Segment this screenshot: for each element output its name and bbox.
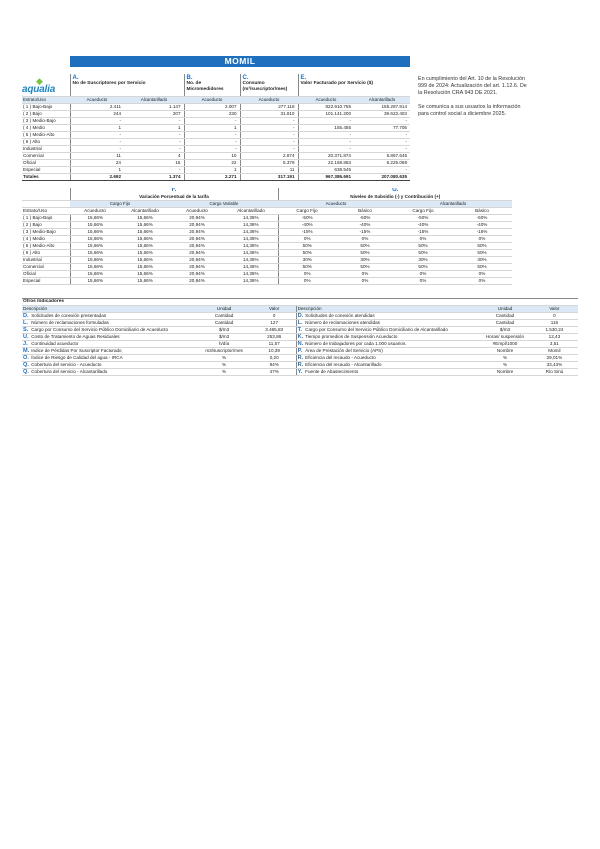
table-cell: 14,36% [224,243,278,250]
indicator-letter: Q. [23,362,29,368]
table-cell: Momil [531,348,578,355]
table-cell: Número de trabajadores por cada 1.000 usuarios. [304,341,479,348]
table-cell: 20,94% [170,257,224,264]
table-cell: 15,66% [120,257,170,264]
row-label: Especial [22,167,70,174]
table-row [22,250,512,257]
table-cell: 0% [278,278,336,285]
table-cell: - [240,139,298,146]
table-cell: 20,94% [170,222,224,229]
table-cell: - [354,132,410,139]
table-cell: 277.118 [240,104,298,111]
header-e: E. Valor Facturado por Servicio ($) [298,74,410,97]
table-cell: - [70,118,124,125]
table-cell: Continuidad acueducto [30,341,195,348]
indicator-letter: K. [297,334,304,340]
table-cell: 14,36% [224,257,278,264]
table-cell: 14,36% [224,278,278,285]
header-a: A. No de Suscriptores por Servicio [70,74,184,97]
table-cell: 101.141.200 [298,111,354,118]
table-cell: 15,66% [120,271,170,278]
table-cell: 0,20 [253,355,296,362]
table-cell: 50% [278,264,336,271]
table-cell: 0 [531,313,578,320]
table-cell: - [240,132,298,139]
table-row [22,369,578,376]
table-cell: 4 [124,153,184,160]
table-cell: 15,66% [120,222,170,229]
table-cell: 30% [452,257,512,264]
table-cell: $/m3 [195,334,252,341]
indicator-letter: L. [297,320,303,326]
table-cell: 127 [253,320,296,327]
table-row [22,139,410,146]
indicator-letter: U. [23,334,29,340]
table-cell: 0% [336,271,394,278]
table-cell: % [195,355,252,362]
table1-subheader-row: Estrato/Uso Acueducto Alcantarillado Acueducto Acueducto Acueducto Alcantarillado [22,97,410,104]
table-cell: 253,86 [253,334,296,341]
table-cell: 2.874 [240,153,298,160]
table-cell: Solicitudes de conexión presentadas [30,313,195,320]
table-cell: 15,66% [70,236,120,243]
indicator-letter: R. [297,355,304,361]
table-cell: 0% [336,278,394,285]
table-cell: 20.371.874 [298,153,354,160]
table-cell: 2.007 [184,104,240,111]
table-row [22,167,410,174]
table-cell: 11 [240,167,298,174]
table-row [22,215,512,222]
table-cell: 15,66% [70,257,120,264]
indicator-letter: D. [23,313,29,319]
table-row [22,313,578,320]
row-label: Industrial [22,146,70,153]
indicator-letter: J. [22,341,30,348]
table-cell: 14,36% [224,271,278,278]
table-cell: 31.810 [240,111,298,118]
table-cell: 2.411 [70,104,124,111]
table-cell: Cantidad [479,320,531,327]
side-note-p1: En cumplimiento del Art. 10 de la Resolución 999 de 2024: Actualización del art. 1.12.6. De la Resolución CRA 943 DE 2021. [418,76,527,97]
table-cell: 0% [278,271,336,278]
table-cell: Cobertura del servicio - Alcantarillado [30,369,195,376]
table-cell: - [298,139,354,146]
table-cell: 1 [124,125,184,132]
table-cell: - [240,118,298,125]
row-label: Comercial [22,153,70,160]
table-row [22,362,578,369]
table-cell: 11 [70,153,124,160]
table-cell: 15,66% [120,243,170,250]
other-indicators-table [22,298,578,376]
table-cell: -15% [452,229,512,236]
table-cell: -40% [452,222,512,229]
table-cell: -40% [394,222,452,229]
table-cell: 0% [452,236,512,243]
table-cell: 155.455 [298,125,354,132]
table-cell: 15,66% [120,236,170,243]
table-cell: 0 [253,313,296,320]
row-label: ( 5 ) Medio-Alto [22,132,70,139]
table-cell: 30% [336,257,394,264]
table-cell: 50% [336,243,394,250]
row-label: Oficial [22,271,70,278]
table-cell: 15,66% [120,229,170,236]
row-label: Industrial [22,257,70,264]
row-label: ( 6 ) Alto [22,250,70,257]
table-cell: m3/suscriptor/mes [195,348,252,355]
table-cell: -50% [278,215,336,222]
table-cell: 50% [452,243,512,250]
table-cell: 6.225.068 [354,160,410,167]
table-cell: 14,36% [224,236,278,243]
row-label: ( 1 ) Bajo-Bajo [22,215,70,222]
table-cell: Número de reclamaciones formuladas [30,320,195,327]
row-label: Oficial [22,160,70,167]
row-label: ( 2 ) Bajo [22,222,70,229]
row-label: ( 3 ) Medio-Bajo [22,229,70,236]
table-cell: 50% [336,264,394,271]
table-cell: 1.530,24 [531,327,578,334]
indicator-letter: N. [297,341,304,347]
table-cell: 15,66% [120,250,170,257]
table-cell: -50% [452,215,512,222]
table-cell: % [195,369,252,376]
indicator-letter: T. [296,327,304,334]
table-cell: % [479,362,531,369]
indicator-letter: Q. [23,369,29,375]
table-cell: 116 [531,320,578,327]
table-cell: $/m3 [479,327,531,334]
table-cell: 22.168.863 [298,160,354,167]
table-row [22,153,410,160]
table-cell: 15,66% [70,229,120,236]
table-cell: Costo de Tratamiento de Aguas Residuales [30,334,195,341]
table-cell: Cantidad [479,313,531,320]
table-cell: 15,66% [120,264,170,271]
indicator-letter: L. [22,320,30,327]
table-row [22,348,578,355]
table-row [22,125,410,132]
table-row [22,111,410,118]
table-cell: 3,51 [531,341,578,348]
table2-group-row: Cargo Fijo Cargo Variable Acueducto Alcantarillado [22,201,512,208]
table-cell: 33,43% [531,362,578,369]
table-row [22,132,410,139]
table-cell: 15,66% [120,278,170,285]
table-cell: 15,66% [70,222,120,229]
table-cell: 1 [70,167,124,174]
table-cell: - [298,132,354,139]
table-cell: Área de Prestación del Servicio (APS) [304,348,479,355]
table-row [22,104,410,111]
table3-col-headers: Descripción Unidad Valor Descripción Unidad Valor [22,306,578,313]
table-cell: -50% [394,215,452,222]
indicator-letter: R. [297,362,304,368]
table-cell: -15% [394,229,452,236]
table-cell: 15,66% [70,278,120,285]
table-row [22,222,512,229]
table-cell: - [184,118,240,125]
table-cell: 50% [452,264,512,271]
table2-header-row [22,188,512,201]
table-cell: 207 [124,111,184,118]
table-cell: 14,36% [224,229,278,236]
table-cell: 24 [70,160,124,167]
table-cell: 1 [184,167,240,174]
table-cell: Horas/ suspensión [479,334,531,341]
row-label: Comercial [22,264,70,271]
table-cell: - [124,167,184,174]
table2-subheader-row: Estrato/Uso Acueducto Alcantarillado Acueducto Alcantarillado Cargo Fijo Básico Cargo Fijo Básico [22,208,512,215]
table1-header-row [22,74,410,97]
table-cell: 1 [184,125,240,132]
table-cell: - [354,146,410,153]
table-cell: - [124,146,184,153]
table-cell: 20,94% [170,229,224,236]
table-cell: 244 [70,111,124,118]
indicator-letter: O. [23,355,29,361]
table-row [22,146,410,153]
table-cell: 50% [394,250,452,257]
table-cell: 0% [452,271,512,278]
table-cell: 0% [452,278,512,285]
table-cell: Eficiencia del recaudo - Acueducto [304,355,479,362]
table-cell: - [124,139,184,146]
table-cell: 50% [278,250,336,257]
table-row [22,236,512,243]
table-cell: - [354,139,410,146]
table-cell: - [240,146,298,153]
table-cell: 0% [336,236,394,243]
table-cell: 20,94% [170,236,224,243]
header-g: G. Niveles de Subsidio (-) y Contribución (+) [278,188,512,201]
table-cell: 14,36% [224,222,278,229]
table-cell: Nombre [479,369,531,376]
table-cell: 10,39 [253,348,296,355]
table-cell: 11,57 [253,341,296,348]
table-cell: 47% [253,369,296,376]
table-cell: 230 [184,111,240,118]
table-cell: - [184,146,240,153]
table-cell: - [354,167,410,174]
table-row [22,341,578,348]
header-c: C. Consumo (m³/suscriptor/mes) [240,74,298,97]
table-cell: - [70,146,124,153]
table-cell: 20,94% [170,215,224,222]
table-cell: 14,36% [224,215,278,222]
table-cell: Tiempo promedios de Suspensión Acueducto [304,334,479,341]
table-row [22,229,512,236]
table-cell: - [298,118,354,125]
indicator-letter: P. [296,348,304,355]
table-cell: 50% [278,243,336,250]
table-row [22,278,512,285]
table-cell: - [240,125,298,132]
table-cell: -50% [336,215,394,222]
table-cell: 15,66% [120,215,170,222]
table-cell: 15,66% [70,250,120,257]
table-cell: Indice de Pérdidas Por Suscriptor Facturado [30,348,195,355]
row-label: ( 3 ) Medio-Bajo [22,118,70,125]
table-cell: 20,94% [170,278,224,285]
table-cell: 12,43 [531,334,578,341]
table-row [22,355,578,362]
table-cell: 14,36% [224,264,278,271]
water-drop-icon: ◆ [36,76,43,86]
table-cell: 94% [253,362,296,369]
subscribers-table [22,74,410,181]
table-cell: 15,66% [70,243,120,250]
table-cell: 155.287.814 [354,104,410,111]
table-cell: 50% [336,250,394,257]
table-cell: h/día [195,341,252,348]
table-cell: -15% [278,229,336,236]
table-row [22,160,410,167]
table-cell: - [184,139,240,146]
table-cell: - [298,146,354,153]
table-row [22,257,512,264]
indicator-letter: S. [23,327,29,333]
table-cell: 29,01% [531,355,578,362]
table-cell: 0% [394,271,452,278]
table-cell: -40% [336,222,394,229]
table-row [22,243,512,250]
table-cell: Cantidad [195,320,252,327]
row-label: ( 1 ) Bajo-Bajo [22,104,70,111]
table-cell: 22 [184,160,240,167]
indicator-letter: D. [297,313,304,319]
table-cell: 30% [278,257,336,264]
table-cell: 50% [394,243,452,250]
table-row [22,271,512,278]
table-cell: 638.545 [298,167,354,174]
table-row [22,118,410,125]
table-cell: 5.867.645 [354,153,410,160]
header-f: F. Variación Porcentual de la tarifa [70,188,278,201]
table-row [22,320,578,327]
table-cell: 1 [70,125,124,132]
row-label: Especial [22,278,70,285]
table-cell: 39.622.403 [354,111,410,118]
table-cell: % [195,362,252,369]
table-cell: -15% [336,229,394,236]
table-cell: 0% [278,236,336,243]
row-label: ( 5 ) Medio-Alto [22,243,70,250]
table-cell: #Empl/1000 [479,341,531,348]
table-cell: 15,66% [70,264,120,271]
indicator-letter: M. [23,348,30,354]
table-cell: - [70,139,124,146]
section-title: Otros Indicadores [22,299,578,306]
table-cell: 77.705 [354,125,410,132]
table-cell: 15,66% [70,271,120,278]
table-cell: 15,66% [70,215,120,222]
table-cell: - [124,132,184,139]
table-cell: - [70,132,124,139]
table-cell: 20,94% [170,250,224,257]
table-cell: Cobertura del servicio - Acueducto [30,362,195,369]
side-note-p2: Se comunica a sus usuarios la información para control social a diciembre 2025. [418,103,521,117]
row-label: ( 4 ) Medio [22,125,70,132]
table-cell: 0% [394,278,452,285]
table-cell: Fuente de Abastecimiento [304,369,479,376]
table-row [22,264,512,271]
row-label: ( 6 ) Alto [22,139,70,146]
table-cell: Nombre [479,348,531,355]
logo-text: aqualia [22,84,56,95]
table-cell: Solicitudes de conexión atendidas [304,313,479,320]
table-cell: 20,94% [170,243,224,250]
table-cell: 20,94% [170,271,224,278]
tariff-subsidy-table [22,188,512,285]
table-cell: -40% [278,222,336,229]
table-cell: 3.465,83 [253,327,296,334]
table-row [22,327,578,334]
table-cell: Número de reclamaciones atendidas [304,320,479,327]
table-cell: 822.910.755 [298,104,354,111]
indicator-letter: Y. [297,369,303,375]
header-b: B. No. de Micromedidores [184,74,240,97]
table-cell: 50% [394,264,452,271]
table-row [22,334,578,341]
row-label: ( 2 ) Bajo [22,111,70,118]
table-cell: 30% [394,257,452,264]
table-cell: Cargo por Consumo del Servicio Público Domiciliario de Acueducto [30,327,195,334]
side-note [418,76,528,124]
table-cell: Río Sinú [531,369,578,376]
page-title: MOMIL [70,56,410,67]
table-cell: - [184,132,240,139]
table-cell: 20,94% [170,264,224,271]
table-cell: % [479,355,531,362]
totals-row: Totales 2.692 1.374 2.271 317.191 967.386.691 207.080.635 [22,174,410,181]
table-cell: 15 [124,160,184,167]
table-cell: 0% [394,236,452,243]
table-cell: 14,36% [224,250,278,257]
table-cell: Índice de Riesgo de Calidad del agua - IRCA [30,355,195,362]
table-cell: 10 [184,153,240,160]
table-cell: - [354,118,410,125]
table-cell: Cantidad [195,313,252,320]
table-cell: 50% [452,250,512,257]
table-cell: - [124,118,184,125]
table-cell: $/m3 [195,327,252,334]
table-cell: Eficiencia del recaudo - Alcantarillado [304,362,479,369]
table-cell: Cargo por Consumo del Servicio Público Domiciliario de Alcantarillado [304,327,479,334]
table-cell: 5.378 [240,160,298,167]
row-label: ( 4 ) Medio [22,236,70,243]
table-cell: 1.147 [124,104,184,111]
